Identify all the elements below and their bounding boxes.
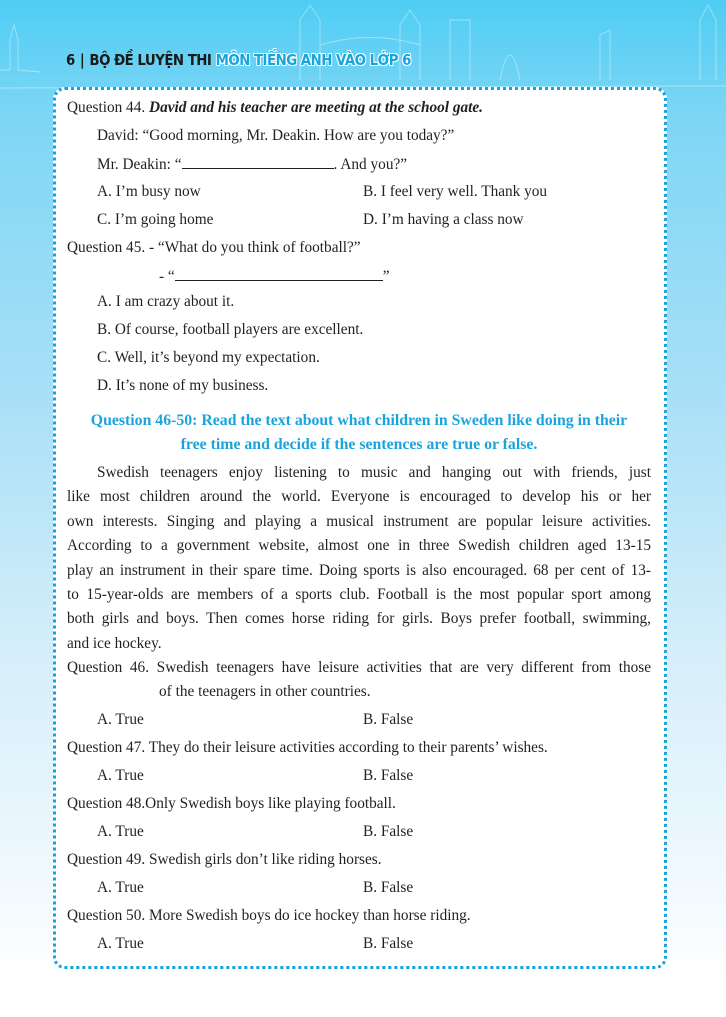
question-prompt: - “What do you think of football?” — [149, 239, 361, 256]
book-subtitle: MÔN TIẾNG ANH VÀO LỚP 6 — [215, 51, 411, 69]
options-row — [97, 822, 651, 842]
option-false[interactable]: B. False — [363, 935, 414, 952]
question-prompt: David and his teacher are meeting at the school gate. — [149, 99, 483, 116]
section-heading-line-2: free time and decide if the sentences are true or false. — [180, 436, 538, 453]
option-d[interactable]: D. It’s none of my business. — [97, 377, 269, 394]
option-c[interactable]: C. Well, it’s beyond my expectation. — [97, 349, 320, 366]
dialogue-line-david: David: “Good morning, Mr. Deakin. How are you today?” — [97, 127, 455, 144]
options-row — [97, 210, 651, 230]
options-row — [97, 934, 651, 954]
option-false[interactable]: B. False — [363, 823, 414, 840]
passage-line: play an instrument in their spare time. Doing sports is also encouraged. 68 per cent of 13- — [67, 561, 651, 579]
passage-line: to 15-year-olds are members of a sports club. Football is the most popular sport among — [67, 586, 651, 604]
passage-line: like most children around the world. Everyone is encouraged to develop his or her — [67, 488, 651, 506]
option-a[interactable]: A. I am crazy about it. — [97, 293, 235, 310]
passage-line: both girls and boys. Then comes horse riding for girls. Boys prefer football, swimming, — [67, 610, 651, 628]
reading-passage — [67, 461, 651, 656]
passage-line: own interests. Singing and playing a musical instrument are popular leisure activities. — [67, 512, 651, 530]
question-45 — [67, 238, 361, 258]
option-true[interactable]: A. True — [97, 823, 144, 840]
option-b[interactable]: B. I feel very well. Thank you — [363, 183, 548, 200]
question-label: Question 44. — [67, 99, 146, 116]
question-44 — [67, 98, 483, 118]
options-row — [97, 878, 651, 898]
reply-line: - “ ” — [159, 268, 390, 285]
question-48: Question 48.Only Swedish boys like playing football. — [67, 795, 396, 812]
option-true[interactable]: A. True — [97, 711, 144, 728]
option-false[interactable]: B. False — [363, 879, 414, 896]
passage-line: Swedish teenagers enjoy listening to music and hanging out with friends, just — [97, 464, 651, 481]
options-row — [97, 182, 651, 202]
question-46: Question 46. Swedish teenagers have leisure activities that are very different from those — [67, 659, 651, 676]
option-b[interactable]: B. Of course, football players are excellent. — [97, 321, 364, 338]
options-row — [97, 710, 651, 730]
question-label: Question 45. — [67, 239, 146, 256]
option-d[interactable]: D. I’m having a class now — [363, 211, 524, 228]
question-49: Question 49. Swedish girls don’t like riding horses. — [67, 851, 382, 868]
option-false[interactable]: B. False — [363, 767, 414, 784]
question-46-continuation: of the teenagers in other countries. — [159, 683, 371, 700]
section-heading-line-1: Question 46-50: Read the text about what children in Sweden like doing in their — [90, 412, 628, 429]
dialogue-line-deakin: Mr. Deakin: “ . And you?” — [97, 156, 408, 173]
options-row — [97, 766, 651, 786]
question-50: Question 50. More Swedish boys do ice hockey than horse riding. — [67, 907, 471, 924]
option-false[interactable]: B. False — [363, 711, 414, 728]
answer-blank — [175, 266, 383, 281]
header-separator: | — [79, 51, 85, 69]
passage-line: According to a government website, almost one in three Swedish children aged 13-15 — [67, 537, 651, 555]
option-true[interactable]: A. True — [97, 767, 144, 784]
option-c[interactable]: C. I’m going home — [97, 211, 214, 228]
page-number: 6 — [66, 51, 75, 69]
question-47: Question 47. They do their leisure activities according to their parents’ wishes. — [67, 739, 548, 756]
option-a[interactable]: A. I’m busy now — [97, 183, 201, 200]
page-header — [66, 48, 411, 72]
book-title: BỘ ĐỀ LUYỆN THI — [89, 51, 212, 69]
option-true[interactable]: A. True — [97, 935, 144, 952]
option-true[interactable]: A. True — [97, 879, 144, 896]
passage-line: and ice hockey. — [67, 634, 162, 652]
answer-blank — [182, 154, 334, 169]
